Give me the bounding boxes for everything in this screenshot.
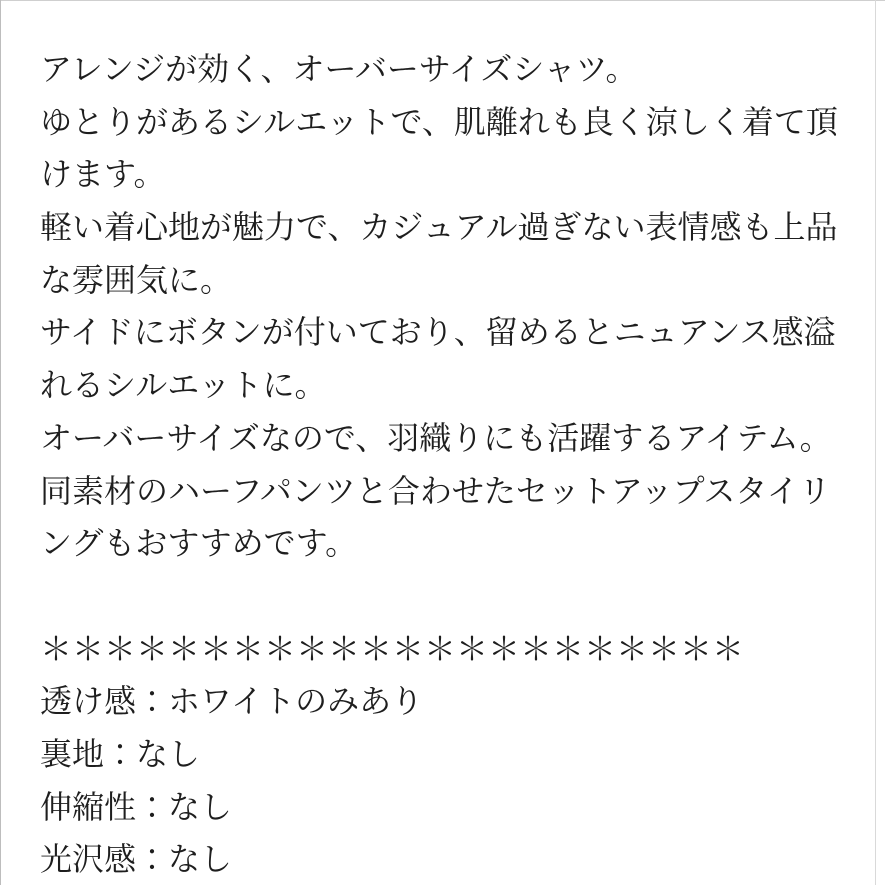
description-line: れるシルエットに。: [40, 367, 327, 404]
spec-row-gloss: [40, 833, 865, 885]
spec-value: なし: [168, 841, 233, 878]
description-line: サイドにボタンが付いており、留めるとニュアンス感溢: [40, 314, 836, 351]
right-edge-line: [875, 0, 876, 885]
left-edge-line: [0, 0, 1, 885]
spec-value: なし: [136, 735, 201, 772]
description-text-block: [40, 43, 865, 885]
asterisk-separator: ＊＊＊＊＊＊＊＊＊＊＊＊＊＊＊＊＊＊＊＊＊＊: [40, 630, 745, 667]
spec-colon: ：: [136, 841, 169, 878]
spec-label: 透け感: [40, 683, 137, 720]
spec-label: 光沢感: [40, 841, 137, 878]
description-line: ングもおすすめです。: [40, 525, 358, 562]
description-line: けます。: [40, 156, 166, 193]
description-line: な雰囲気に。: [40, 261, 233, 298]
spec-colon: ：: [136, 788, 169, 825]
spec-row-sheerness: [40, 675, 865, 728]
spec-row-lining: [40, 728, 865, 781]
description-line: ゆとりがあるシルエットで、肌離れも良く涼しく着て頂: [40, 103, 838, 140]
description-line: オーバーサイズなので、羽織りにも活躍するアイテム。: [40, 419, 832, 456]
top-edge-line: [0, 0, 885, 1]
spec-value: なし: [168, 788, 233, 825]
spec-colon: ：: [104, 735, 137, 772]
spec-value: ホワイトのみあり: [168, 683, 424, 720]
description-line: 同素材のハーフパンツと合わせたセットアップスタイリ: [40, 472, 831, 509]
spec-label: 裏地: [40, 735, 105, 772]
spec-row-stretch: [40, 781, 865, 834]
spec-label: 伸縮性: [40, 788, 137, 825]
spec-colon: ：: [136, 683, 169, 720]
description-line: アレンジが効く、オーバーサイズシャツ。: [40, 51, 638, 87]
description-line: 軽い着心地が魅力で、カジュアル過ぎない表情感も上品: [40, 209, 838, 246]
